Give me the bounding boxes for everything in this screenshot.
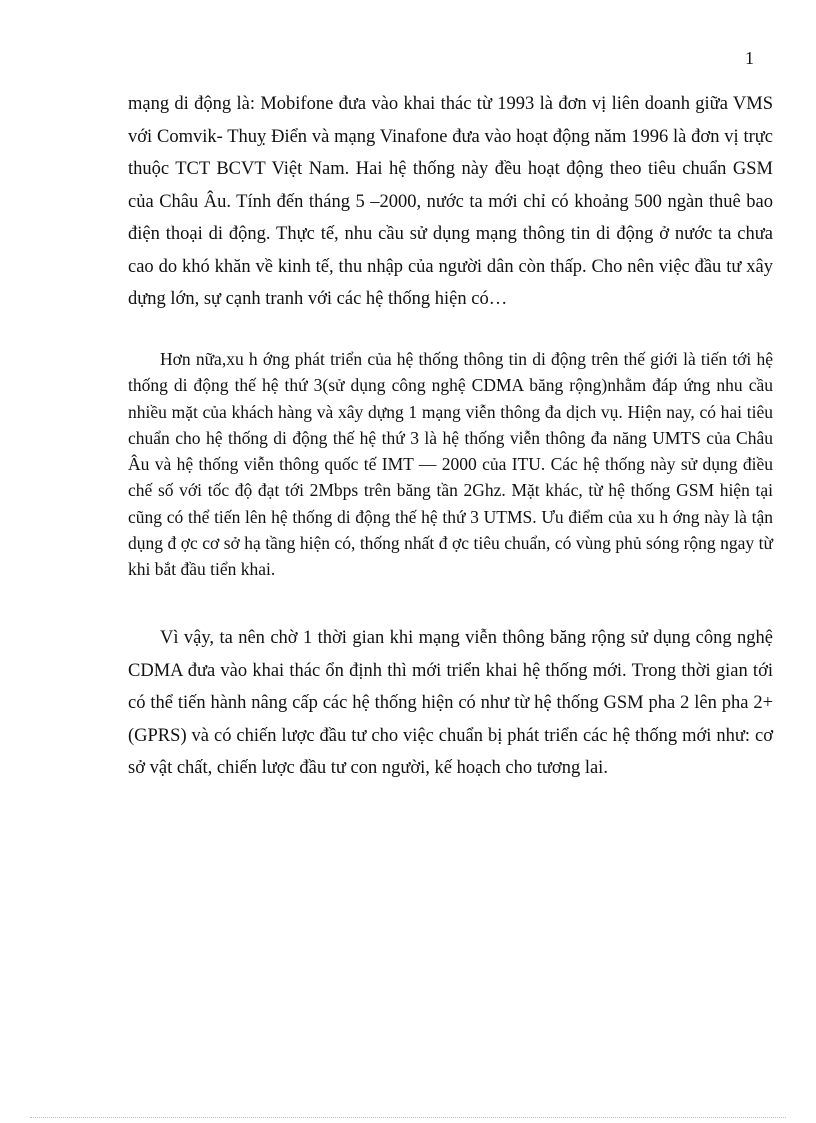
page-bottom-divider <box>30 1117 786 1118</box>
paragraph-1: mạng di động là: Mobifone đưa vào khai thác từ 1993 là đơn vị liên doanh giữa VMS với Comvik- Thuỵ Điển và mạng Vinafone đưa vào hoạt động năm 1996 là đơn vị trực thuộc TCT BCVT Việt Nam. Hai hệ thống này đều hoạt động theo tiêu chuẩn GSM của Châu Âu. Tính đến tháng 5 –2000, nước ta mới chỉ có khoảng 500 ngàn thuê bao điện thoại di động. Thực tế, nhu cầu sử dụng mạng thông tin di động ở nước ta chưa cao do khó khăn về kinh tế, thu nhập của người dân còn thấp. Cho nên việc đầu tư xây dựng lớn, sự cạnh tranh với các hệ thống hiện có… <box>128 94 773 309</box>
paragraph-2: Hơn nữa,xu h ớng phát triển của hệ thống thông tin di động trên thế giới là tiến tới hệ thống di động thế hệ thứ 3(sử dụng công nghệ CDMA băng rộng)nhằm đáp ứng nhu cầu nhiều mặt của khách hàng và xây dựng 1 mạng viễn thông đa dịch vụ. Hiện nay, có hai tiêu chuẩn cho hệ thống di động thế hệ thứ 3 là hệ thống viễn thông đa năng UMTS của Châu Âu và hệ thống viễn thông quốc tế IMT — 2000 của ITU. Các hệ thống này sử dụng điều chế số với tốc độ đạt tới 2Mbps trên băng tần 2Ghz. Mặt khác, từ hệ thống GSM hiện tại cũng có thể tiến lên hệ thống di động thế hệ thứ 3 UTMS. Ưu điểm của xu h ớng này là tận dụng đ ợc cơ sở hạ tầng hiện có, thống nhất đ ợc tiêu chuẩn, có vùng phủ sóng rộng ngay từ khi bắt đầu tiển khai. <box>128 349 773 580</box>
paragraph-3: Vì vậy, ta nên chờ 1 thời gian khi mạng viễn thông băng rộng sử dụng công nghệ CDMA đưa vào khai thác ổn định thì mới triển khai hệ thống mới. Trong thời gian tới có thể tiến hành nâng cấp các hệ thống hiện có như từ hệ thống GSM pha 2 lên pha 2+(GPRS) và có chiến lược đầu tư cho việc chuẩn bị phát triển các hệ thống mới như: cơ sở vật chất, chiến lược đầu tư con người, kế hoạch cho tương lai. <box>128 628 773 778</box>
page-number: 1 <box>745 48 754 68</box>
